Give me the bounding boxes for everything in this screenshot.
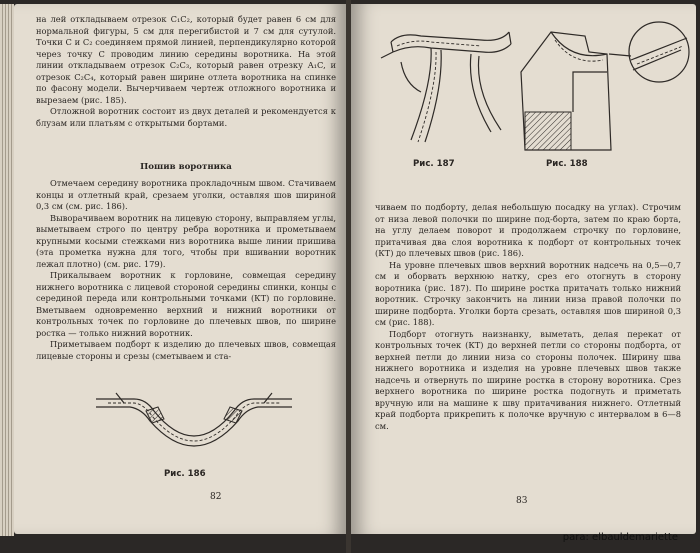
left-page xyxy=(14,4,346,534)
section-heading: Пошив воротника xyxy=(140,162,232,172)
paragraph: Выворачиваем воротник на лицевую сторону, выправляем углы, выметываем строго по центру ребра воротника и прометываем крупными косыми стежками низ воротника выше линии пришива (эта прометка нужна для того, чтобы при вшивании воротник лежал плотно) (см. рис. 179). xyxy=(36,212,336,269)
paragraph: Прикалываем воротник к горловине, совмещая середину нижнего воротника с лицевой стороной середины спинки, концы с серединой переда или контрольными точками (КТ) по горловине. Вметываем одновременно верхний и нижний воротники от контрольных точек по горловине до плечевых швов, по ширине ростка — только нижний воротник. xyxy=(36,270,336,338)
paragraph: Отложной воротник состоит из двух деталей и рекомендуется к блузам или платьям с открытыми бортами. xyxy=(36,106,336,128)
figure-186 xyxy=(94,389,294,461)
figure-188-caption: Рис. 188 xyxy=(546,159,588,169)
page-edges xyxy=(0,4,14,536)
watermark-credit: para: elbauldemariette xyxy=(562,532,678,543)
page-number: 82 xyxy=(210,492,222,502)
figure-188 xyxy=(511,12,691,154)
left-top-text xyxy=(36,14,336,129)
paragraph: Подборт отогнуть наизнанку, выметать, делая перекат от контрольных точек (КТ) до верхней петли со стороны подборта, от верхней петли до линии низа со стороны полочек. Ширину шва нижнего воротника и изделия на уровне плечевых швов также надсечь и отвернуть по ширине ростка в сторону воротника. Срез верхнего воротника по ширине ростка подогнуть и приметать вручную или на машине к шву притачивания нижнего. Отлетный край подборта прикрепить к полочке вручную с интервалом в 6—8 см. xyxy=(375,328,681,431)
paragraph: на лей откладываем отрезок C₁C₂, который будет равен 6 см для нормальной фигуры, 5 см для перегибистой и 7 см для сутулой. Точки C и C₂ соединяем прямой линией, перпендикулярно которой через точку C проводим линию середины воротника. На этой линии откладываем отрезок C₂C₃, который равен отрезку A₁C, и отрезок C₂C₄, который равен ширине отлета воротника на спинке по фасону модели. Вычерчиваем чертеж отложного воротника и вырезаем (рис. 185). xyxy=(36,14,336,105)
paragraph: Отмечаем середину воротника прокладочным швом. Стачиваем концы и отлетный край, срезаем уголки, оставляя шов шириной 0,3 см (см. рис. 186). xyxy=(36,178,336,211)
paragraph: Приметываем подборт к изделию до плечевых швов, совмещая лицевые стороны и срезы (сметываем и ста- xyxy=(36,339,336,361)
right-page xyxy=(351,4,696,534)
left-main-text xyxy=(36,178,336,362)
paragraph: На уровне плечевых швов верхний воротник надсечь на 0,5—0,7 см и оборвать верхнюю натку, срез его отогнуть в сторону воротника (рис. 187). По ширине ростка притачать только нижний воротник. Строчку закончить на линии низа правой полочки по ширине подборта. Уголки борта срезать, оставляя шов шириной 0,3 см (рис. 188). xyxy=(375,259,681,327)
page-number: 83 xyxy=(516,496,528,506)
figure-187 xyxy=(371,22,521,150)
figure-187-caption: Рис. 187 xyxy=(413,159,455,169)
figure-186-caption: Рис. 186 xyxy=(164,469,206,479)
paragraph: чиваем по подборту, делая небольшую посадку на углах). Строчим от низа левой полочки по ширине под-борта, затем по краю борта, на углу делаем поворот и продолжаем строчку по горловине, притачивая два слоя воротника к подборт от контрольных точек (КТ) до плечевых швов (рис. 186). xyxy=(375,202,681,258)
right-main-text xyxy=(375,202,681,432)
